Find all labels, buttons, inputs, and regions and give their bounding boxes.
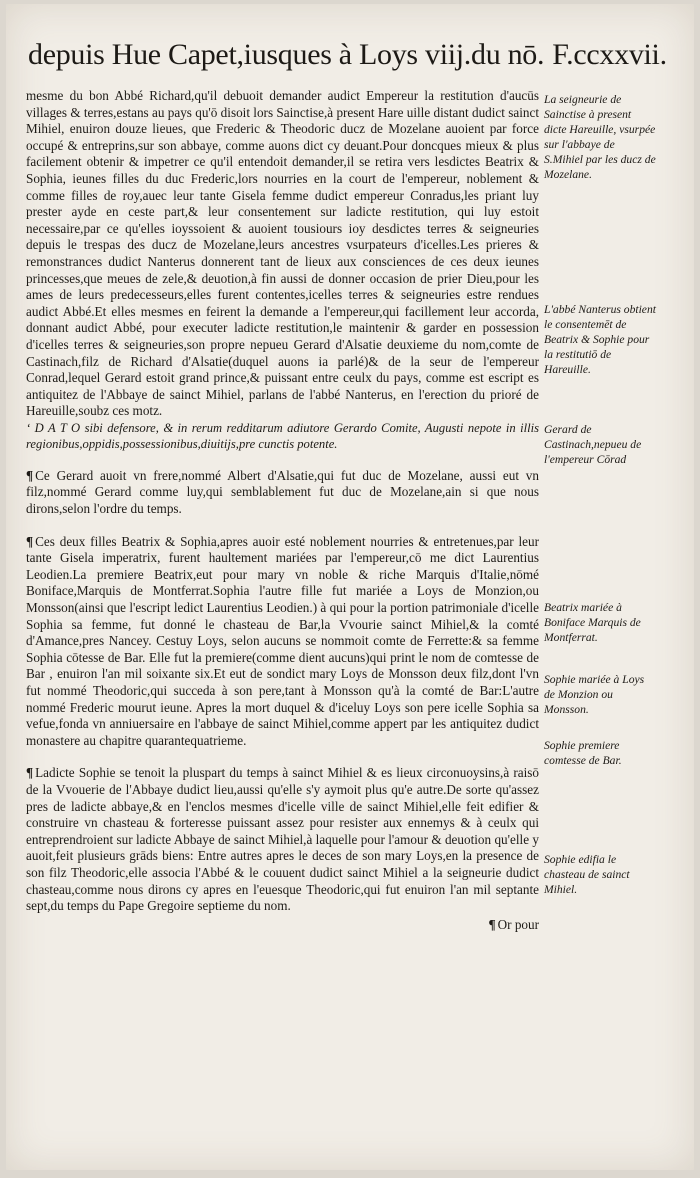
latin-quotation: ‘ D A T O sibi defensore, & in rerum redditarum adiutore Gerardo Comite, Augusti nepote in illis regionibus,oppidis,possessionibus,diuitijs,pre cunctis potente.: [26, 420, 539, 451]
margin-note: Sophie premiere comtesse de Bar.: [544, 739, 622, 767]
pilcrow-icon: ¶: [488, 916, 496, 932]
margin-note: Sophie edifia le chasteau de sainct Mihiel.: [544, 853, 630, 896]
book-page: [6, 4, 694, 1170]
paragraph-3: [26, 534, 539, 750]
margin-note: Gerard de Castinach,nepueu de l'empereur Cōrad: [544, 423, 642, 466]
catchword: [26, 917, 539, 934]
pilcrow-icon: ¶: [26, 533, 34, 549]
paragraph-2: [26, 468, 539, 518]
margin-note: Beatrix mariée à Boniface Marquis de Montferrat.: [544, 601, 641, 644]
folio-number: F.ccxxvii.: [552, 38, 667, 71]
pilcrow-icon: ¶: [26, 765, 34, 781]
running-header: [28, 38, 690, 72]
margin-note: Sophie mariée à Loys de Monzion ou Monsson.: [544, 673, 645, 716]
paragraph-3-text: Ces deux filles Beatrix & Sophia,apres auoir esté noblement nourries & entretenues,par leur tante Gisela imperatrix, furent haultement mariées par l'empereur,cō me dict Laurentius Leodien.La premiere Beatrix,eut pour mary vn noble & riche Marquis d'Italie,nōmé Boniface,Marquis de Montferrat.Sophia l'autre fille fut mariée a Loys de Monzion,ou Monsson(ainsi que l'escript ledict Laurentius Leodien.) à qui pour la portion patrimoniale d'icelle Sophia sa femme, fut donné le chasteau de Bar,la Vvourie sainct Mihiel,& la comté d'Amance,pres Nancey. Cestuy Loys, selon aucuns se nommoit comte de Ferrette:& sa femme Sophia cōtesse de Bar. Elle fut la premiere(comme dient aucuns)qui print le nom de comtesse de Bar , enuiron l'an mil soixante six.Et eut de sondict mary Loys de Monsson deux filz,dont l'vn fut nommé Theodoric,qui succeda à son pere,tant à Monsson qu'à la comté de Bar:L'autre nommé Frederic mourut ieune. Apres la mort duquel & d'iceluy Loys son pere icelle Sophia sa vefue,fonda vn anniuersaire en l'abbaye de sainct Mihiel,comme appert par les antiquitez dudict monastere au chapitre quarantequatrieme.: [26, 533, 539, 748]
paragraph-4: [26, 765, 539, 914]
running-title: depuis Hue Capet,iusques à Loys viij.du nō.: [28, 38, 545, 71]
main-text-column: [26, 88, 539, 933]
paragraph-4-text: Ladicte Sophie se tenoit la pluspart du temps à sainct Mihiel & es lieux circonuoysins,à raisō de la Vvouerie de l'Abbaye dudict lieu,aussi qu'elle s'y aymoit plus qu'e autre.De sorte qu'assez pres de ladicte abbaye,& en l'enclos mesmes d'icelle ville de sainct Mihiel,elle feit edifier & construire vn chasteau & forteresse puissant assez pour resister aux ennemys & à ceulx qui entreprendroient sur ladicte Abbaye de sainct Mihiel,à laquelle pour l'amour & deuotion qu'elle y auoit,feit plusieurs grāds biens: Entre autres apres le deces de son mary Loys,en la presence de son filz Theodoric,elle associa l'Abbé & le couuent dudict sainct Mihiel a la seigneurie dudict chasteau,comme nous dirons cy apres en l'euesque Theodoric,qui fut enuiron l'an mil septante sept,du temps du Pape Gregoire septieme du nom.: [26, 765, 539, 914]
pilcrow-icon: ¶: [26, 467, 34, 483]
paragraph-1: mesme du bon Abbé Richard,qu'il debuoit demander audict Empereur la restitution d'aucūs villages & terres,estans au pays qu'ō disoit lors Sainctise,à present Hare uille distant dudict sainct Mihiel, enuiron douze lieues, que Frederic & Theodoric ducz de Mozelane auoient par force occupé & entreprins,sur son abbaye, comme auons dict cy deuant.Pour doncques mieux & plus facilement obtenir & impetrer ce qu'il entendoit demander,il se retira vers lesdictes Beatrix & Sophia, ieunes filles du duc Frederic,lors nourries en la court de l'empereur, noblement & comme filles de roy,auec leur tante Gisela femme dudict empereur Conradus,les priant luy prester ayde en ceste part,& leur consentement sur ladicte restitution, qui luy estoit necessaire,par ce qu'elles ioyssoient & auoient tousiours ioy desdictes terres & seigneuries depuis le trespas des ducz de Mozelane,leurs ancestres vsurpateurs d'icelles.Les prieres & remonstrances dudict Nanterus donnerent tant de lieux aux consciences de ces deux ieunes princesses,que meues de zele,& deuotion,à fin aussi de donner occasion de prier Dieu,pour les ames de leurs predecesseurs,elles furent contentes,icelles terres & seigneuries estre rendues audict Abbé.Et elles mesmes en feirent la demande a l'empereur,qui facillement leur accorda, donnant audict Abbé, pour executer ladicte restitution,le maintenir & garder en possession d'icelles terres & seigneuries,son propre nepueu Gerard d'Alsatie deuxieme du nom,comte de Castinach,filz de Richard d'Alsatie(duquel auons ia parlé)& de la seur de l'empereur Conrad,lequel Gerard estoit grand prince,& puissant entre ceulx du pays, comme est escript es antiquitez de l'Abbaye de sainct Mihiel, parlans de l'abbé Nanterus, en l'erection du prioré de Hareuille,soubz ces motz.: [26, 88, 539, 419]
margin-note: La seigneurie de Sainctise à present dicte Hareuille, vsurpée sur l'abbaye de S.Mihiel par les ducz de Mozelane.: [544, 93, 656, 181]
catchword-text: Or pour: [497, 916, 539, 932]
margin-note: L'abbé Nanterus obtient le consentemēt de Beatrix & Sophie pour la restitutiō de Hareuille.: [544, 303, 656, 376]
paragraph-2-text: Ce Gerard auoit vn frere,nommé Albert d'Alsatie,qui fut duc de Mozelane, aussi eut vn filz,nommé Gerard comme luy,qui semblablement fut duc de Mozelane,ain si que nous dirons,selon l'ordre du temps.: [26, 467, 539, 517]
